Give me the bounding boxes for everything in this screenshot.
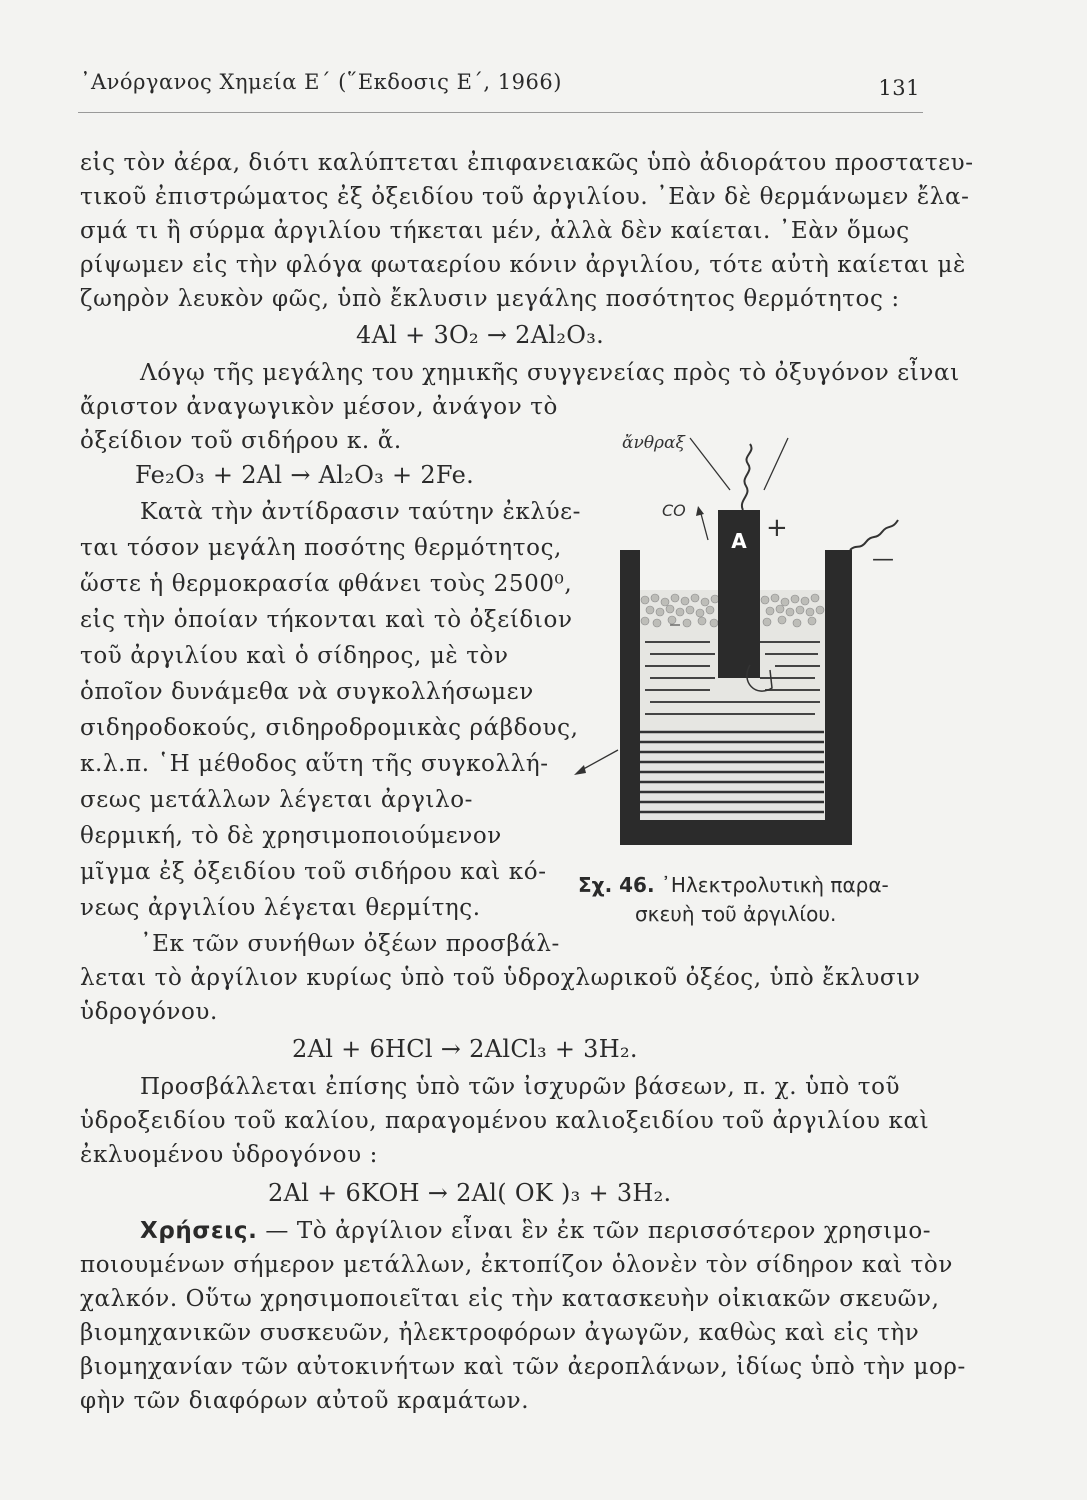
text-line: ποιουμένων σήμερον μετάλλων, ἐκτοπίζον ὁλονὲν τὸν σίδηρον καὶ τὸν [80,1252,953,1278]
text-line: εἰς τὸν ἀέρα, διότι καλύπτεται ἐπιφανειακῶς ὑπὸ ἀδιοράτου προστατευ- [80,150,974,176]
text-line: ρίψωμεν εἰς τὴν φλόγα φωταερίου κόνιν ἀργιλίου, τότε αὐτὴ καίεται μὲ [80,252,966,278]
text-span: — Τὸ ἀργίλιον εἶναι ἓν ἐκ τῶν περισσότερον χρησιμο- [257,1218,932,1244]
running-header [80,70,920,100]
anode-wire [742,444,752,510]
header-title: ᾿Ανόργανος Χημεία Ε΄ (῞Εκδοσις Ε΄, 1966) [80,70,562,94]
text-line: ἄριστον ἀναγωγικὸν μέσον, ἀνάγον τὸ [80,394,558,420]
figure-number: Σχ. 46. [578,873,655,897]
header-rule [78,112,923,113]
equation: Fe₂O₃ + 2Al → Al₂O₃ + 2Fe. [135,461,475,489]
anode-label: A [731,529,747,553]
electrolysis-diagram [560,420,920,870]
plus-label: + [766,513,788,543]
text-line: ὥστε ἡ θερμοκρασία φθάνει τοὺς 2500⁰, [80,571,573,597]
text-line: χαλκόν. Οὕτω χρησιμοποιεῖται εἰς τὴν κατασκευὴν οἰκιακῶν σκευῶν, [80,1286,940,1312]
page-number: 131 [878,76,920,100]
text-line: νεως ἀργιλίου λέγεται θερμίτης. [80,895,481,921]
figure-caption [578,873,889,897]
text-line: Λόγῳ τῆς μεγάλης του χημικῆς συγγενείας πρὸς τὸ ὀξυγόνον εἶναι [140,360,960,386]
text-line: εἰς τὴν ὁποίαν τήκονται καὶ τὸ ὀξείδιον [80,607,573,633]
text-line: μῖγμα ἐξ ὀξειδίου τοῦ σιδήρου καὶ κό- [80,859,547,885]
anthrax-pointer [690,438,730,490]
equation: 2Al + 6HCl → 2AlCl₃ + 3H₂. [292,1035,638,1063]
electrolysis-figure [560,420,920,870]
minus-label: — [872,547,894,572]
text-line: ὀξείδιον τοῦ σιδήρου κ. ἄ. [80,428,402,454]
text-line: κ.λ.π. ῾Η μέθοδος αὕτη τῆς συγκολλή- [80,751,549,777]
text-line: ᾿Εκ τῶν συνήθων ὀξέων προσβάλ- [140,931,560,957]
text-line: τοῦ ἀργιλίου καὶ ὁ σίδηρος, μὲ τὸν [80,643,509,669]
cathode-wire [850,520,898,550]
co-arrowhead [696,506,704,516]
equation: 2Al + 6KOH → 2Al( OK )₃ + 3H₂. [268,1179,672,1207]
text-line [140,1216,931,1246]
text-line: Προσβάλλεται ἐπίσης ὑπὸ τῶν ἰσχυρῶν βάσεων, π. χ. ὑπὸ τοῦ [140,1074,901,1100]
text-line: λεται τὸ ἀργίλιον κυρίως ὑπὸ τοῦ ὑδροχλωρικοῦ ὀξέος, ὑπὸ ἔκλυσιν [80,965,921,991]
caption-text: ᾿Ηλεκτρολυτικὴ παρα- [654,873,889,897]
anthrax-pointer-2 [764,438,788,490]
text-line: ὑδροξειδίου τοῦ καλίου, παραγομένου καλιοξειδίου τοῦ ἀργιλίου καὶ [80,1108,930,1134]
text-line: φὴν τῶν διαφόρων αὐτοῦ κραμάτων. [80,1388,530,1414]
text-line: ὑδρογόνου. [80,999,218,1025]
section-heading: Χρήσεις. [140,1218,258,1244]
text-line: σμά τι ἢ σύρμα ἀργιλίου τήκεται μέν, ἀλλὰ δὲν καίεται. ᾿Εὰν ὅμως [80,218,910,244]
equation: 4Al + 3O₂ → 2Al₂O₃. [356,321,605,349]
anthrax-label: ἄνθραξ [622,433,685,453]
co-label: CO [662,501,686,520]
text-line: ἐκλυομένου ὑδρογόνου : [80,1142,378,1168]
text-line: ται τόσον μεγάλη ποσότης θερμότητος, [80,535,562,561]
text-line: βιομηχανίαν τῶν αὐτοκινήτων καὶ τῶν ἀεροπλάνων, ἰδίως ὑπὸ τὴν μορ- [80,1354,966,1380]
text-line: τικοῦ ἐπιστρώματος ἐξ ὀξειδίου τοῦ ἀργιλίου. ᾿Εὰν δὲ θερμάνωμεν ἔλα- [80,184,970,210]
caption-text-2: σκευὴ τοῦ ἀργιλίου. [635,902,837,926]
text-line: βιομηχανικῶν συσκευῶν, ἠλεκτροφόρων ἀγωγῶν, καθὼς καὶ εἰς τὴν [80,1320,920,1346]
text-line: ζωηρὸν λευκὸν φῶς, ὑπὸ ἔκλυσιν μεγάλης ποσότητος θερμότητος : [80,286,900,312]
text-line: σιδηροδοκούς, σιδηροδρομικὰς ράβδους, [80,715,579,741]
text-line: ὁποῖον δυνάμεθα νὰ συγκολλήσωμεν [80,679,534,705]
text-line: Κατὰ τὴν ἀντίδρασιν ταύτην ἐκλύε- [140,499,582,525]
outlet-arrowhead [574,765,586,775]
text-line: θερμική, τὸ δὲ χρησιμοποιούμενον [80,823,502,849]
text-line: σεως μετάλλων λέγεται ἀργιλο- [80,787,474,813]
